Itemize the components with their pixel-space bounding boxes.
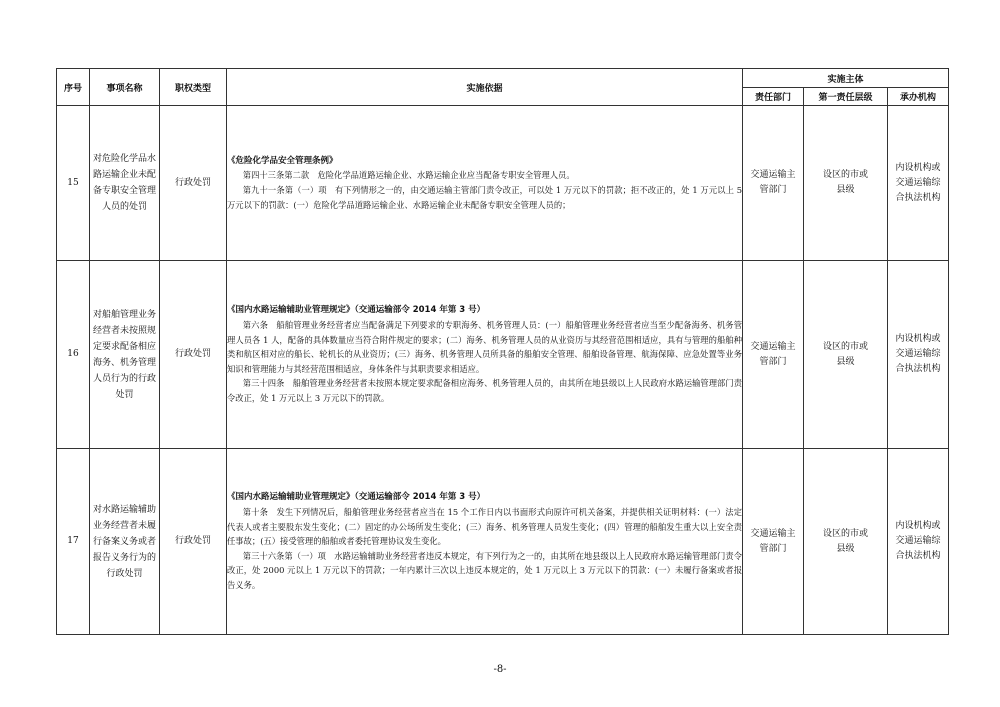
header-subject: 实施主体 (743, 69, 949, 88)
row-level: 设区的市或县级 (804, 106, 888, 261)
row-power-type: 行政处罚 (160, 449, 227, 635)
header-power-type: 职权类型 (160, 69, 227, 106)
header-agency: 承办机构 (888, 88, 949, 106)
table-row (57, 261, 949, 449)
basis-paragraph: 第十条 发生下列情况后，船舶管理业务经营者应当在 15 个工作日内以书面形式向原许可机关备案，并提供相关证明材料：(一）法定代表人或者主要股东发生变化；(二）固定的办公场所发生变化；(三）海务、机务管理人员发生变化；(四）管理的船舶发生重大以上安全责任事故；(五）接受管理的船舶或者委托管理协议发生变化。 (227, 507, 742, 547)
basis-paragraph: 第三十六条第（一）项 水路运输辅助业务经营者违反本规定，有下列行为之一的，由其所在地县级以上人民政府水路运输管理部门责令改正，处 2000 元以上 1 万元以下的罚款；一年内累计三次以上违反本规定的，处 1 万元以上 3 万元以下的罚款：(一）未履行备案或者报告义务。 (227, 550, 742, 590)
header-dept: 责任部门 (743, 88, 804, 106)
basis-paragraph: 第六条 船舶管理业务经营者应当配备满足下列要求的专职海务、机务管理人员：(一）船舶管理业务经营者应当至少配备海务、机务管理人员各 1 人，配备的具体数量应当符合附件规定的要求；(二）海务、机务管理人员的从业资历与其经营范围相适应，具有与管理的船舶种类和航区相对应的船长、轮机长的从业资历；(三）海务、机务管理人员所具备的船舶安全管理、船舶设备管理、航海保障、应急处置等业务知识和管理能力与其经营范围相适应，身体条件与其职责要求相适应。 (227, 320, 742, 374)
page-number: -8- (493, 664, 507, 675)
basis-title: 《国内水路运输辅助业管理规定》（交通运输部令 2014 年第 3 号） (227, 305, 486, 316)
row-index: 17 (57, 449, 90, 635)
row-index: 16 (57, 261, 90, 449)
row-level: 设区的市或县级 (804, 449, 888, 635)
header-index: 序号 (57, 69, 90, 106)
row-agency: 内设机构或交通运输综合执法机构 (888, 261, 949, 449)
row-basis (227, 261, 743, 449)
row-index: 15 (57, 106, 90, 261)
row-item-name: 对船舶管理业务经营者未按照规定要求配备相应海务、机务管理人员行为的行政处罚 (90, 261, 160, 449)
row-basis (227, 449, 743, 635)
table-row (57, 106, 949, 261)
basis-title: 《国内水路运输辅助业管理规定》（交通运输部令 2014 年第 3 号） (227, 492, 486, 503)
basis-paragraph: 第四十三条第二款 危险化学品道路运输企业、水路运输企业应当配备专职安全管理人员。 (242, 170, 575, 181)
header-level: 第一责任层级 (804, 88, 888, 106)
header-item-name: 事项名称 (90, 69, 160, 106)
table-row (57, 449, 949, 635)
row-power-type: 行政处罚 (160, 261, 227, 449)
row-power-type: 行政处罚 (160, 106, 227, 261)
row-item-name: 对水路运输辅助业务经营者未履行备案义务或者报告义务行为的行政处罚 (90, 449, 160, 635)
row-dept: 交通运输主管部门 (743, 106, 804, 261)
powers-table (56, 68, 949, 635)
row-agency: 内设机构或交通运输综合执法机构 (888, 449, 949, 635)
row-dept: 交通运输主管部门 (743, 261, 804, 449)
row-level: 设区的市或县级 (804, 261, 888, 449)
row-dept: 交通运输主管部门 (743, 449, 804, 635)
row-basis (227, 106, 743, 261)
basis-paragraph: 第三十四条 船舶管理业务经营者未按照本规定要求配备相应海务、机务管理人员的，由其所在地县级以上人民政府水路运输管理部门责令改正，处 1 万元以上 3 万元以下的罚款。 (227, 378, 742, 403)
basis-title: 《危险化学品安全管理条例》 (227, 155, 338, 166)
row-agency: 内设机构或交通运输综合执法机构 (888, 106, 949, 261)
header-basis: 实施依据 (227, 69, 743, 106)
basis-paragraph: 第九十一条第（一）项 有下列情形之一的，由交通运输主管部门责令改正，可以处 1 万元以下的罚款；拒不改正的，处 1 万元以上 5 万元以下的罚款：(一）危险化学品道路运输企业、水路运输企业未配备专职安全管理人员的； (227, 185, 742, 210)
row-item-name: 对危险化学品水路运输企业未配备专职安全管理人员的处罚 (90, 106, 160, 261)
